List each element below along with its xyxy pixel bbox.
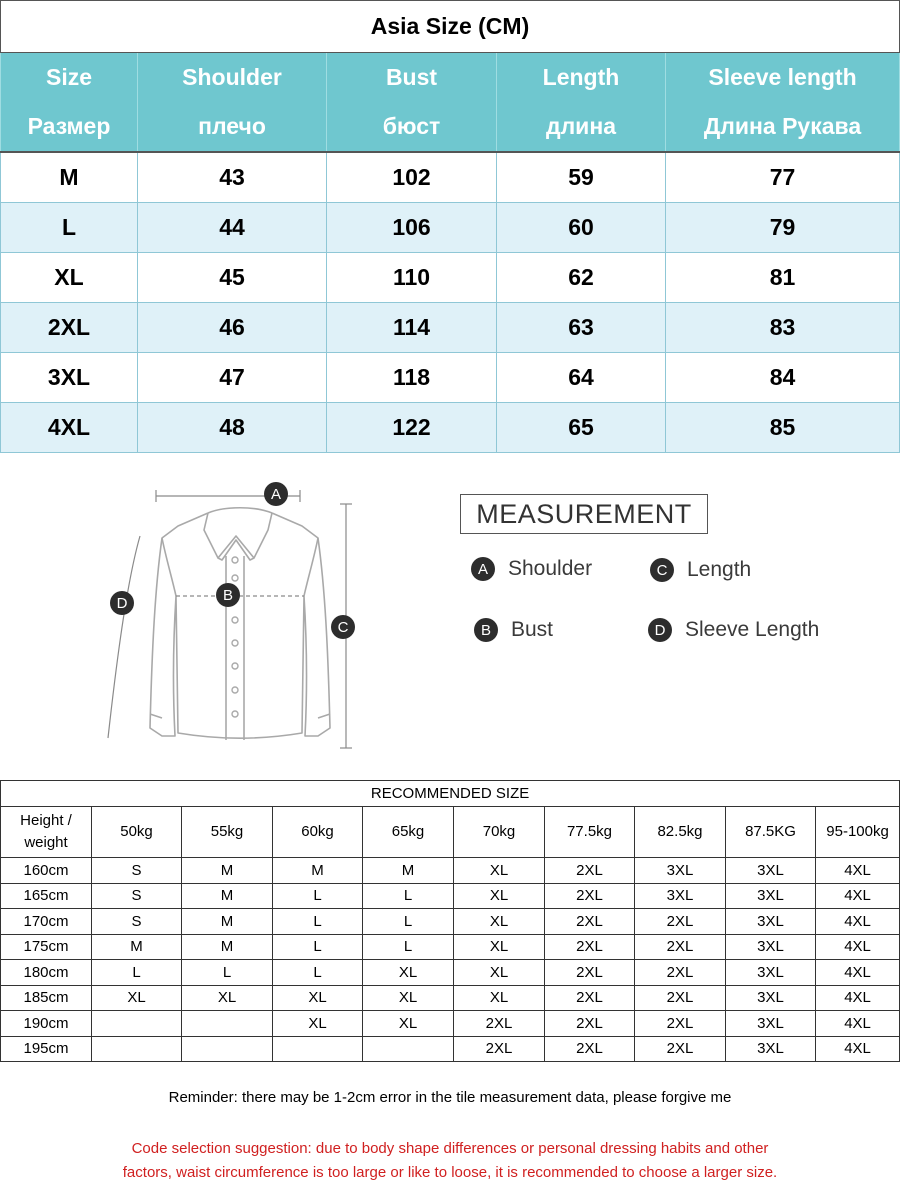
recommended-size-cell: 2XL <box>545 960 635 986</box>
recommended-size-cell: XL <box>454 883 545 909</box>
height-cell: 185cm <box>1 985 92 1011</box>
recommended-size-cell: 4XL <box>816 934 900 960</box>
weight-header-row <box>1 807 900 858</box>
size-chart-title: Asia Size (CM) <box>1 1 900 53</box>
recommended-size-cell: 2XL <box>454 1036 545 1062</box>
svg-text:C: C <box>337 619 349 636</box>
size-chart-table <box>0 0 900 453</box>
recommended-size-cell: 4XL <box>816 1011 900 1037</box>
recommended-size-cell: 2XL <box>545 858 635 884</box>
size-label-cell: 3XL <box>1 353 138 403</box>
table-row <box>1 985 900 1011</box>
measurement-cell: 83 <box>666 303 900 353</box>
measurement-cell: 102 <box>327 152 497 203</box>
size-label-cell: M <box>1 152 138 203</box>
badge-c-icon: C <box>650 558 674 582</box>
svg-text:D: D <box>116 595 128 612</box>
recommended-size-cell: 2XL <box>545 1011 635 1037</box>
header-cell: Sleeve length <box>666 53 900 103</box>
legend-sleeve-length <box>648 618 819 642</box>
suggestion-line-2: factors, waist circumference is too large or like to loose, it is recommended to choose a larger size. <box>122 1164 778 1181</box>
height-cell: 180cm <box>1 960 92 986</box>
diagram-badge-c <box>331 615 355 639</box>
header-row-russian <box>1 102 900 152</box>
recommended-size-cell: 3XL <box>726 934 816 960</box>
header-cell: Shoulder <box>138 53 327 103</box>
measurement-cell: 65 <box>497 403 666 453</box>
header-cell: Длина Рукава <box>666 102 900 152</box>
recommended-size-cell: M <box>92 934 182 960</box>
recommended-size-cell: M <box>182 883 273 909</box>
measurement-cell: 79 <box>666 203 900 253</box>
size-row <box>1 303 900 353</box>
weight-header-cell: 60kg <box>273 807 363 858</box>
size-suggestion-note <box>0 1137 900 1185</box>
recommended-size-cell: M <box>273 858 363 884</box>
measurement-cell: 114 <box>327 303 497 353</box>
size-row <box>1 353 900 403</box>
badge-d-icon: D <box>648 618 672 642</box>
header-cell: Length <box>497 53 666 103</box>
recommended-size-cell: XL <box>182 985 273 1011</box>
height-cell: 170cm <box>1 909 92 935</box>
recommended-size-cell: L <box>273 909 363 935</box>
badge-b-icon: B <box>474 618 498 642</box>
size-table-body <box>1 152 900 453</box>
recommended-size-cell: M <box>182 934 273 960</box>
recommended-size-cell <box>92 1011 182 1037</box>
recommended-size-cell: M <box>182 858 273 884</box>
height-cell: 165cm <box>1 883 92 909</box>
measurement-cell: 62 <box>497 253 666 303</box>
legend-label: Sleeve Length <box>685 618 820 641</box>
measurement-cell: 59 <box>497 152 666 203</box>
size-label-cell: 2XL <box>1 303 138 353</box>
recommended-size-cell: 2XL <box>635 985 726 1011</box>
measurement-cell: 60 <box>497 203 666 253</box>
recommended-size-cell: S <box>92 858 182 884</box>
recommended-size-cell: 3XL <box>635 883 726 909</box>
recommended-size-cell: 2XL <box>635 909 726 935</box>
recommended-size-cell <box>273 1036 363 1062</box>
measurement-cell: 64 <box>497 353 666 403</box>
recommended-size-cell: 4XL <box>816 858 900 884</box>
table-row <box>1 883 900 909</box>
recommended-size-cell: XL <box>454 858 545 884</box>
measurement-cell: 63 <box>497 303 666 353</box>
corner-label: Height / weight <box>20 812 72 851</box>
recommended-size-cell: S <box>92 883 182 909</box>
recommended-size-cell: 3XL <box>726 1036 816 1062</box>
measurement-cell: 85 <box>666 403 900 453</box>
weight-header-cell: 55kg <box>182 807 273 858</box>
recommended-size-cell: L <box>182 960 273 986</box>
recommended-size-cell: 3XL <box>726 1011 816 1037</box>
recommended-size-cell: XL <box>454 909 545 935</box>
recommended-size-cell: 3XL <box>726 883 816 909</box>
reminder-note: Reminder: there may be 1-2cm error in the tile measurement data, please forgive me <box>168 1089 732 1106</box>
recommended-size-cell: L <box>363 883 454 909</box>
header-cell: бюст <box>327 102 497 152</box>
size-row <box>1 403 900 453</box>
legend-shoulder <box>471 557 592 581</box>
header-cell: Size <box>1 53 138 103</box>
recommended-table-body <box>1 858 900 1062</box>
weight-header-cell: 87.5KG <box>726 807 816 858</box>
weight-header-cell: 95-100kg <box>816 807 900 858</box>
recommended-size-cell: L <box>363 934 454 960</box>
recommended-size-cell: 2XL <box>545 1036 635 1062</box>
recommended-size-cell: L <box>363 909 454 935</box>
recommended-size-cell: XL <box>454 934 545 960</box>
height-cell: 190cm <box>1 1011 92 1037</box>
weight-header-cell: 70kg <box>454 807 545 858</box>
weight-header-cell: 50kg <box>92 807 182 858</box>
recommended-size-cell: 2XL <box>545 934 635 960</box>
size-label-cell: L <box>1 203 138 253</box>
recommended-size-cell: 4XL <box>816 883 900 909</box>
recommended-size-cell <box>363 1036 454 1062</box>
recommended-size-cell <box>92 1036 182 1062</box>
header-row-english <box>1 53 900 103</box>
recommended-size-cell <box>182 1011 273 1037</box>
recommended-size-cell: M <box>363 858 454 884</box>
size-label-cell: XL <box>1 253 138 303</box>
svg-text:A: A <box>270 486 282 503</box>
recommended-size-cell: 4XL <box>816 909 900 935</box>
diagram-badge-d <box>110 591 134 615</box>
weight-header-cell: 82.5kg <box>635 807 726 858</box>
size-row <box>1 253 900 303</box>
recommended-size-cell: 3XL <box>726 985 816 1011</box>
recommended-size-cell: XL <box>273 1011 363 1037</box>
recommended-size-cell: XL <box>92 985 182 1011</box>
recommended-size-cell: 3XL <box>726 909 816 935</box>
table-row <box>1 960 900 986</box>
table-row <box>1 909 900 935</box>
badge-a-icon: A <box>471 557 495 581</box>
size-label-cell: 4XL <box>1 403 138 453</box>
measurement-cell: 48 <box>138 403 327 453</box>
size-row <box>1 203 900 253</box>
measurement-cell: 118 <box>327 353 497 403</box>
recommended-size-cell: L <box>273 960 363 986</box>
svg-text:B: B <box>222 587 234 604</box>
recommended-size-cell: XL <box>454 985 545 1011</box>
recommended-size-cell: XL <box>363 1011 454 1037</box>
legend-bust <box>474 618 553 642</box>
weight-header-cell: 65kg <box>363 807 454 858</box>
height-weight-corner <box>1 807 92 858</box>
recommended-size-cell: 2XL <box>635 960 726 986</box>
size-row <box>1 152 900 203</box>
height-cell: 160cm <box>1 858 92 884</box>
recommended-size-cell: 2XL <box>454 1011 545 1037</box>
measurement-cell: 44 <box>138 203 327 253</box>
recommended-size-cell: 2XL <box>545 985 635 1011</box>
recommended-size-cell: M <box>182 909 273 935</box>
diagram-badge-a <box>264 482 288 506</box>
legend-label: Bust <box>511 618 554 641</box>
legend-label: Shoulder <box>508 557 593 580</box>
recommended-size-cell: XL <box>273 985 363 1011</box>
header-cell: Bust <box>327 53 497 103</box>
recommended-size-cell <box>182 1036 273 1062</box>
table-row <box>1 1036 900 1062</box>
diagram-badge-b <box>216 583 240 607</box>
recommended-size-cell: S <box>92 909 182 935</box>
recommended-size-cell: 3XL <box>635 858 726 884</box>
table-row <box>1 1011 900 1037</box>
recommended-size-cell: XL <box>363 985 454 1011</box>
measurement-cell: 46 <box>138 303 327 353</box>
measurement-title: MEASUREMENT <box>460 494 708 534</box>
measurement-cell: 122 <box>327 403 497 453</box>
table-row <box>1 934 900 960</box>
header-cell: плечо <box>138 102 327 152</box>
measurement-cell: 110 <box>327 253 497 303</box>
header-cell: Размер <box>1 102 138 152</box>
measurement-cell: 45 <box>138 253 327 303</box>
recommended-size-cell: 2XL <box>635 934 726 960</box>
legend-length <box>650 558 751 582</box>
measurement-cell: 47 <box>138 353 327 403</box>
recommended-size-table <box>0 780 900 1062</box>
recommended-size-cell: XL <box>363 960 454 986</box>
header-cell: длина <box>497 102 666 152</box>
recommended-size-cell: 2XL <box>545 909 635 935</box>
recommended-size-cell: L <box>273 934 363 960</box>
recommended-size-cell: L <box>92 960 182 986</box>
recommended-size-cell: 3XL <box>726 960 816 986</box>
shirt-diagram <box>100 478 370 753</box>
height-cell: 175cm <box>1 934 92 960</box>
recommended-size-title: RECOMMENDED SIZE <box>1 781 900 807</box>
measurement-cell: 84 <box>666 353 900 403</box>
recommended-size-cell: 4XL <box>816 985 900 1011</box>
recommended-size-cell: 4XL <box>816 1036 900 1062</box>
measurement-cell: 43 <box>138 152 327 203</box>
recommended-size-cell: 2XL <box>635 1011 726 1037</box>
legend-label: Length <box>687 558 752 581</box>
recommended-size-cell: L <box>273 883 363 909</box>
recommended-size-cell: 4XL <box>816 960 900 986</box>
recommended-size-cell: XL <box>454 960 545 986</box>
recommended-size-cell: 2XL <box>635 1036 726 1062</box>
weight-header-cell: 77.5kg <box>545 807 635 858</box>
measurement-cell: 81 <box>666 253 900 303</box>
measurement-cell: 77 <box>666 152 900 203</box>
height-cell: 195cm <box>1 1036 92 1062</box>
recommended-size-cell: 3XL <box>726 858 816 884</box>
table-row <box>1 858 900 884</box>
recommended-size-cell: 2XL <box>545 883 635 909</box>
suggestion-line-1: Code selection suggestion: due to body shape differences or personal dressing habits and other <box>131 1140 769 1157</box>
measurement-cell: 106 <box>327 203 497 253</box>
